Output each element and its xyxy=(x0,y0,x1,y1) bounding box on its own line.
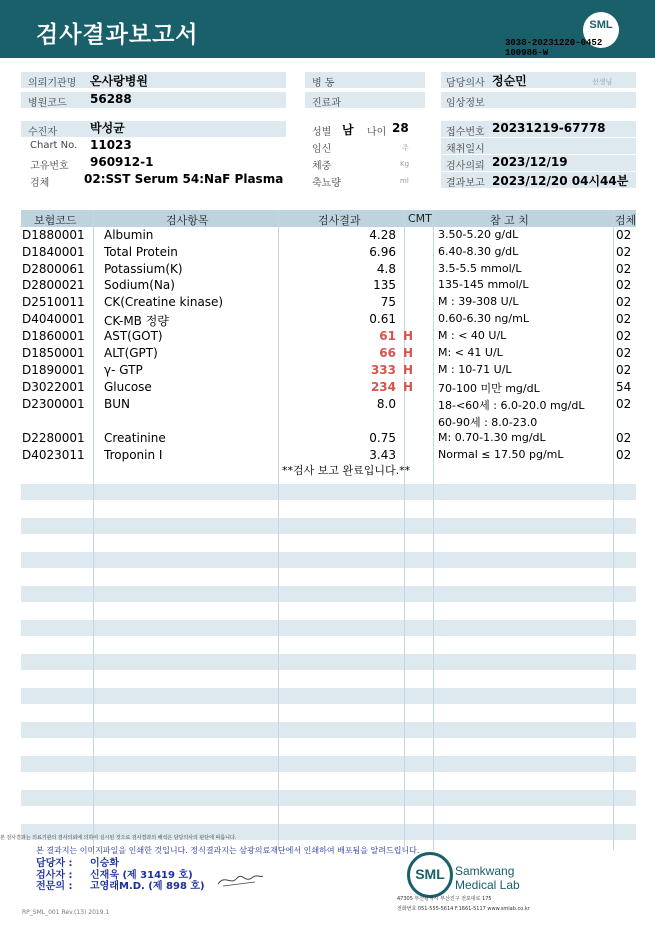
patient-label: 수진자 xyxy=(28,127,57,138)
specialist-label: 전문의 : xyxy=(36,881,73,892)
sex-value: 남 xyxy=(342,123,354,137)
document-number: 3038-20231220-0452 100986-W xyxy=(505,38,603,58)
receipt-label: 접수번호 xyxy=(446,127,485,138)
header-code: 보험코드 xyxy=(34,214,77,227)
image-notice: 본 결과지는 이미지파일을 인쇄한 것입니다. 정식결과지는 삼광의료재단에서 인쇄하여 배포됨을 알려드립니다. xyxy=(36,846,420,855)
weight-label: 체중 xyxy=(312,161,332,172)
lab-address: 47305 부산광역시 부산진구 전포대로 175 xyxy=(397,896,492,902)
weight-unit: Kg xyxy=(400,160,410,168)
person-label: 담당자 : xyxy=(36,858,73,869)
sex-label: 성별 xyxy=(312,127,332,138)
hospital-code-value: 56288 xyxy=(90,92,132,106)
table-row: D2280001 Creatinine 0.75 M: 0.70-1.30 mg/dL 02 xyxy=(22,431,632,445)
fine-print: 본 검사결과는 의료기관의 검사의뢰에 의하여 실시된 것으로 검사결과의 해석은 담당의사의 판단에 따릅니다. xyxy=(0,835,237,841)
doctor-suffix: 선생님 xyxy=(592,78,613,86)
examiner-label: 검사자 : xyxy=(36,870,73,881)
header-cmt: CMT xyxy=(408,212,432,225)
table-row: D2510011 CK(Creatine kinase) 75 M : 39-308 U/L 02 xyxy=(22,295,632,309)
table-row: D2800061 Potassium(K) 4.8 3.5-5.5 mmol/L 02 xyxy=(22,262,632,276)
pregnancy-unit: 주 xyxy=(402,144,409,152)
table-row: D4040001 CK-MB 정량 0.61 0.60-6.30 ng/mL 02 xyxy=(22,312,632,328)
id-value: 960912-1 xyxy=(90,155,154,169)
urine-unit: ml xyxy=(400,177,409,185)
completion-note: **검사 보고 완료입니다.** xyxy=(282,464,411,477)
chart-value: 11023 xyxy=(90,138,132,152)
sml-logo-text: SML xyxy=(589,19,613,31)
header-specimen: 검체 xyxy=(615,214,637,227)
table-row: D3022001 Glucose 234 H 70-100 미만 mg/dL 54 xyxy=(22,380,632,395)
table-row: D2300001 BUN 8.0 18-<60세 : 6.0-20.0 mg/dL 02 xyxy=(22,397,632,412)
specialist-value: 고영래M.D. (제 898 호) xyxy=(90,881,205,892)
report-title: 검사결과보고서 xyxy=(36,22,199,48)
report-value: 2023/12/20 04시44분 xyxy=(492,174,629,188)
table-row: 60-90세 : 8.0-23.0 xyxy=(438,416,538,429)
age-value: 28 xyxy=(392,121,409,135)
person-value: 이승화 xyxy=(90,858,119,869)
institution-value: 온사랑병원 xyxy=(90,74,148,88)
table-row: D2800021 Sodium(Na) 135 135-145 mmol/L 02 xyxy=(22,278,632,292)
table-row: D4023011 Troponin I 3.43 Normal ≤ 17.50 pg/mL 02 xyxy=(22,448,632,462)
ward-label: 병 동 xyxy=(312,78,335,89)
table-row: D1860001 AST(GOT) 61 H M : < 40 U/L 02 xyxy=(22,329,632,343)
signature-icon xyxy=(215,868,265,890)
doctor-label: 담당의사 xyxy=(446,78,485,89)
table-row: D1840001 Total Protein 6.96 6.40-8.30 g/dL 02 xyxy=(22,245,632,259)
examiner-value: 신재욱 (제 31419 호) xyxy=(90,870,193,881)
pregnancy-label: 임신 xyxy=(312,144,332,155)
hospital-code-label: 병원코드 xyxy=(28,98,67,109)
doctor-value: 정순민 xyxy=(492,74,527,88)
table-row: D1850001 ALT(GPT) 66 H M: < 41 U/L 02 xyxy=(22,346,632,360)
dept-label: 진료과 xyxy=(312,98,341,109)
receipt-value: 20231219-67778 xyxy=(492,121,606,135)
header-item: 검사항목 xyxy=(166,214,209,227)
lab-name: Samkwang Medical Lab xyxy=(455,864,520,892)
collection-label: 채취일시 xyxy=(446,144,485,155)
header-result: 검사결과 xyxy=(318,214,361,227)
specimen-value: 02:SST Serum 54:NaF Plasma xyxy=(84,172,284,186)
chart-label: Chart No. xyxy=(30,140,78,151)
lab-logo-text: SML xyxy=(415,866,445,882)
table-row: D1890001 γ- GTP 333 H M : 10-71 U/L 02 xyxy=(22,363,632,377)
patient-value: 박성균 xyxy=(90,121,125,135)
specimen-label: 검체 xyxy=(30,178,50,189)
urine-label: 축뇨량 xyxy=(312,178,341,189)
form-revision: RP_SML_001 Rev.(13) 2019.1 xyxy=(22,909,110,916)
report-label: 결과보고 xyxy=(446,178,485,189)
request-value: 2023/12/19 xyxy=(492,155,568,169)
lab-phone: 전화번호 051-555-5614 F.1661-5117 www.smlab.co.kr xyxy=(397,906,530,912)
table-row: D1880001 Albumin 4.28 3.50-5.20 g/dL 02 xyxy=(22,228,632,242)
age-label: 나이 xyxy=(367,127,387,138)
request-label: 검사의뢰 xyxy=(446,161,485,172)
id-label: 고유번호 xyxy=(30,161,69,172)
header-reference: 참 고 치 xyxy=(490,214,529,227)
institution-label: 의뢰기관명 xyxy=(28,78,77,89)
clinical-label: 임상정보 xyxy=(446,98,485,109)
